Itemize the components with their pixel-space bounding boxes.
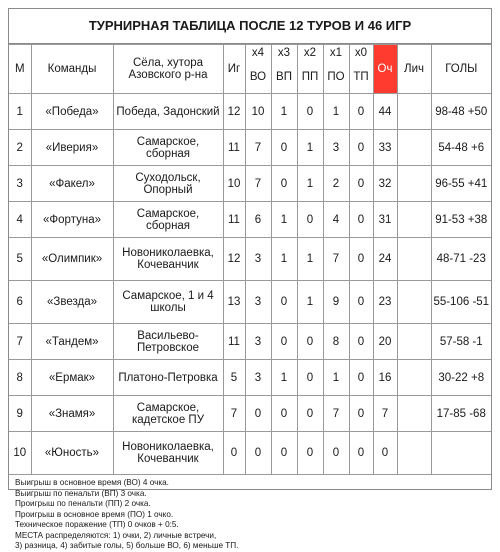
cell-games: 13 — [223, 281, 245, 324]
cell-vo: 3 — [245, 238, 271, 281]
cell-points: 0 — [373, 432, 397, 475]
cell-po: 9 — [323, 281, 349, 324]
cell-vp: 1 — [271, 94, 297, 130]
cell-po: 8 — [323, 324, 349, 360]
table-row — [9, 396, 491, 432]
header-village: Сёла, хутора Азовского р-на — [113, 45, 223, 94]
cell-pp: 0 — [297, 94, 323, 130]
cell-goals: 54-48 +6 — [431, 130, 491, 166]
cell-village: Платоно-Петровка — [113, 360, 223, 396]
cell-tp: 0 — [349, 432, 373, 475]
cell-village: Васильево-Петровское — [113, 324, 223, 360]
cell-village: Суходольск, Опорный — [113, 166, 223, 202]
cell-village: Победа, Задонский — [113, 94, 223, 130]
cell-lich — [397, 324, 431, 360]
cell-vp: 0 — [271, 432, 297, 475]
cell-po: 3 — [323, 130, 349, 166]
cell-games: 11 — [223, 130, 245, 166]
header-x1: х1 — [323, 45, 349, 62]
standings-sheet — [8, 8, 492, 550]
cell-vo: 7 — [245, 166, 271, 202]
cell-vo: 0 — [245, 432, 271, 475]
cell-vo: 7 — [245, 130, 271, 166]
cell-games: 7 — [223, 396, 245, 432]
cell-goals: 30-22 +8 — [431, 360, 491, 396]
standings-table — [9, 44, 491, 475]
cell-lich — [397, 202, 431, 238]
cell-po: 4 — [323, 202, 349, 238]
cell-place: 9 — [9, 396, 31, 432]
cell-po: 0 — [323, 432, 349, 475]
cell-goals: 96-55 +41 — [431, 166, 491, 202]
table-row — [9, 202, 491, 238]
cell-points: 16 — [373, 360, 397, 396]
cell-tp: 0 — [349, 281, 373, 324]
cell-lich — [397, 130, 431, 166]
cell-place: 8 — [9, 360, 31, 396]
note-line: Выигрыш в основное время (ВО) 4 очка. — [15, 478, 169, 487]
header-x4: х4 — [245, 45, 271, 62]
table-row — [9, 130, 491, 166]
cell-po: 1 — [323, 360, 349, 396]
cell-place: 7 — [9, 324, 31, 360]
cell-lich — [397, 94, 431, 130]
cell-village: Новониколаевка, Кочеванчик — [113, 238, 223, 281]
cell-pp: 1 — [297, 238, 323, 281]
cell-village: Самарское, 1 и 4 школы — [113, 281, 223, 324]
cell-place: 2 — [9, 130, 31, 166]
cell-pp: 1 — [297, 130, 323, 166]
header-row-top — [9, 45, 491, 62]
cell-vp: 0 — [271, 396, 297, 432]
cell-games: 0 — [223, 432, 245, 475]
cell-goals: 91-53 +38 — [431, 202, 491, 238]
cell-tp: 0 — [349, 238, 373, 281]
cell-vp: 0 — [271, 324, 297, 360]
cell-points: 31 — [373, 202, 397, 238]
header-goals: ГОЛЫ — [431, 45, 491, 94]
cell-vo: 10 — [245, 94, 271, 130]
header-vp: ВП — [271, 61, 297, 94]
cell-lich — [397, 432, 431, 475]
cell-pp: 0 — [297, 324, 323, 360]
cell-vo: 3 — [245, 324, 271, 360]
table-row — [9, 432, 491, 475]
cell-pp: 0 — [297, 202, 323, 238]
cell-team: «Иверия» — [31, 130, 113, 166]
cell-pp: 0 — [297, 396, 323, 432]
cell-place: 6 — [9, 281, 31, 324]
note-line: Проигрыш по пенальти (ПП) 2 очка. — [15, 499, 151, 508]
cell-lich — [397, 238, 431, 281]
header-x0: х0 — [349, 45, 373, 62]
cell-points: 24 — [373, 238, 397, 281]
cell-pp: 1 — [297, 166, 323, 202]
cell-games: 11 — [223, 324, 245, 360]
cell-place: 3 — [9, 166, 31, 202]
cell-lich — [397, 360, 431, 396]
cell-lich — [397, 396, 431, 432]
cell-points: 7 — [373, 396, 397, 432]
cell-tp: 0 — [349, 166, 373, 202]
cell-vp: 1 — [271, 202, 297, 238]
cell-po: 1 — [323, 94, 349, 130]
header-tp: ТП — [349, 61, 373, 94]
cell-points: 32 — [373, 166, 397, 202]
header-team: Команды — [31, 45, 113, 94]
note-line: МЕСТА распределяются: 1) очки, 2) личные встречи, — [15, 530, 217, 540]
cell-games: 10 — [223, 166, 245, 202]
cell-team: «Юность» — [31, 432, 113, 475]
cell-lich — [397, 166, 431, 202]
rules-notes — [9, 475, 491, 552]
cell-team: «Факел» — [31, 166, 113, 202]
table-title: ТУРНИРНАЯ ТАБЛИЦА ПОСЛЕ 12 ТУРОВ И 46 ИГР — [9, 9, 491, 44]
header-vo: ВО — [245, 61, 271, 94]
header-x3: х3 — [271, 45, 297, 62]
cell-pp: 0 — [297, 432, 323, 475]
cell-tp: 0 — [349, 130, 373, 166]
cell-vo: 6 — [245, 202, 271, 238]
cell-tp: 0 — [349, 94, 373, 130]
cell-place: 4 — [9, 202, 31, 238]
header-lich: Лич — [397, 45, 431, 94]
cell-po: 2 — [323, 166, 349, 202]
cell-team: «Тандем» — [31, 324, 113, 360]
header-x2: х2 — [297, 45, 323, 62]
cell-points: 33 — [373, 130, 397, 166]
cell-place: 1 — [9, 94, 31, 130]
cell-goals: 98-48 +50 — [431, 94, 491, 130]
cell-vp: 1 — [271, 360, 297, 396]
cell-goals: 57-58 -1 — [431, 324, 491, 360]
cell-tp: 0 — [349, 202, 373, 238]
table-row — [9, 324, 491, 360]
header-place: М — [9, 45, 31, 94]
cell-vp: 0 — [271, 281, 297, 324]
cell-vo: 0 — [245, 396, 271, 432]
cell-games: 11 — [223, 202, 245, 238]
note-line: Проигрыш в основное время (ПО) 1 очко. — [15, 509, 174, 519]
cell-goals — [431, 432, 491, 475]
cell-vp: 0 — [271, 130, 297, 166]
cell-team: «Ермак» — [31, 360, 113, 396]
cell-vp: 0 — [271, 166, 297, 202]
cell-village: Самарское, сборная — [113, 202, 223, 238]
cell-village: Самарское, кадетское ПУ — [113, 396, 223, 432]
cell-place: 5 — [9, 238, 31, 281]
header-po: ПО — [323, 61, 349, 94]
cell-points: 23 — [373, 281, 397, 324]
cell-vo: 3 — [245, 360, 271, 396]
cell-goals: 17-85 -68 — [431, 396, 491, 432]
cell-lich — [397, 281, 431, 324]
table-row — [9, 166, 491, 202]
cell-team: «Фортуна» — [31, 202, 113, 238]
table-row — [9, 360, 491, 396]
cell-vo: 3 — [245, 281, 271, 324]
cell-po: 7 — [323, 396, 349, 432]
cell-games: 5 — [223, 360, 245, 396]
table-row — [9, 238, 491, 281]
cell-team: «Звезда» — [31, 281, 113, 324]
cell-pp: 1 — [297, 281, 323, 324]
note-line: Техническое поражение (ТП) 0 очков + 0:5. — [15, 520, 179, 529]
note-line: Выигрыш по пенальти (ВП) 3 очка. — [15, 488, 147, 498]
table-row — [9, 94, 491, 130]
cell-tp: 0 — [349, 360, 373, 396]
cell-place: 10 — [9, 432, 31, 475]
cell-team: «Знамя» — [31, 396, 113, 432]
cell-goals: 48-71 -23 — [431, 238, 491, 281]
cell-points: 20 — [373, 324, 397, 360]
cell-team: «Олимпик» — [31, 238, 113, 281]
cell-points: 44 — [373, 94, 397, 130]
header-games: Иг — [223, 45, 245, 94]
cell-pp: 0 — [297, 360, 323, 396]
cell-tp: 0 — [349, 396, 373, 432]
cell-po: 7 — [323, 238, 349, 281]
note-line: 3) разница, 4) забитые голы, 5) больше ВО, 6) меньше ТП. — [15, 541, 239, 550]
cell-games: 12 — [223, 238, 245, 281]
cell-village: Новониколаевка, Кочеванчик — [113, 432, 223, 475]
cell-goals: 55-106 -51 — [431, 281, 491, 324]
header-pp: ПП — [297, 61, 323, 94]
header-points: Оч — [373, 45, 397, 94]
cell-team: «Победа» — [31, 94, 113, 130]
cell-tp: 0 — [349, 324, 373, 360]
table-row — [9, 281, 491, 324]
cell-vp: 1 — [271, 238, 297, 281]
cell-games: 12 — [223, 94, 245, 130]
cell-village: Самарское, сборная — [113, 130, 223, 166]
